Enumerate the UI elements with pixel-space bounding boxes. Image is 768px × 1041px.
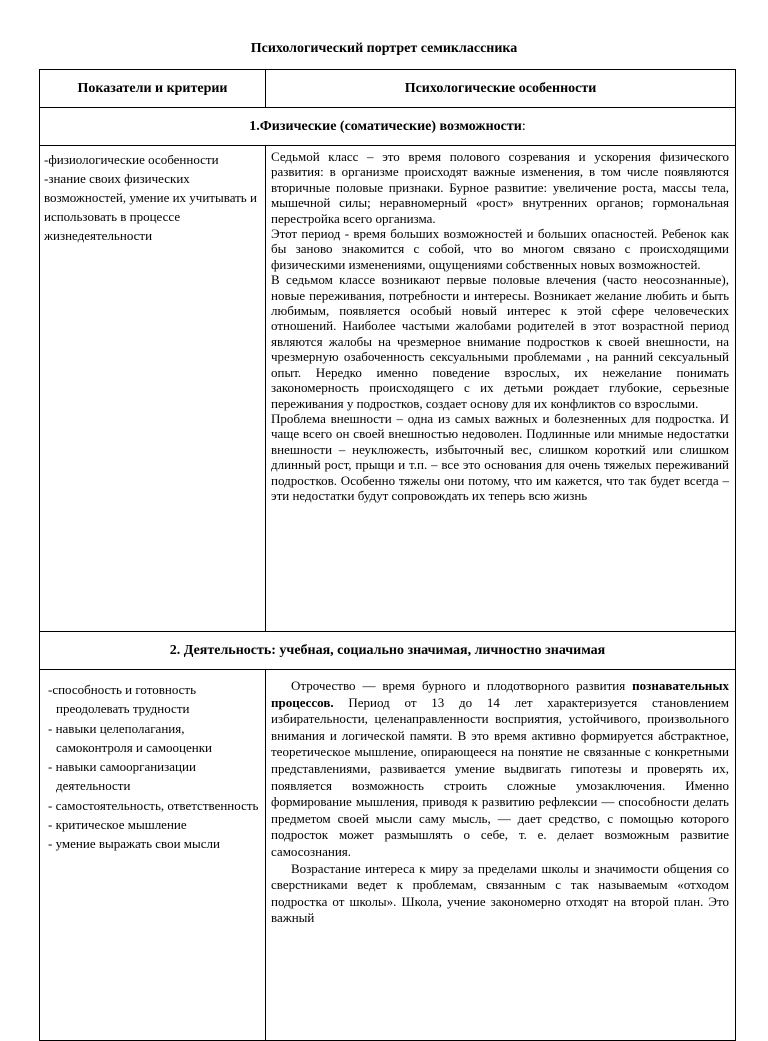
page-title: Психологический портрет семиклассника — [250, 41, 518, 56]
paragraph: В седьмом классе возникают первые половые влечения (часто неосознанные), новые переживания, потребности и интересы. Возникает желание любить и быть любимым, появляется особый новый интерес к этой сфере человеческих отношений. Наиболее частыми жалобами родителей в этот возрастной период являются жалобы на чрезмерное внимание подростков к своей внешности, на чрезмерную озабоченность сексуальными проблемами , на ранний сексуальный опыт. Нередко именно поведение взрослых, их нежелание понимать закономерность происходящего с их детьми рождает глубокие, серьезные переживания у подростков, создает основу для их конфликтов со взрослыми. — [271, 272, 729, 411]
criteria-item: -физиологические особенности — [44, 152, 219, 167]
section2-title: 2. Деятельность: учебная, социально значимая, личностно значимая — [40, 632, 736, 670]
criteria-item: -способность и готовность преодолевать трудности — [48, 682, 197, 717]
paragraph: Проблема внешности – одна из самых важных и болезненных для подростка. И чаще всего он своей внешностью недоволен. Подлинные или мнимые недостатки внешности – неуклюжесть, избыточный вес, слишком короткий или слишком длинный рост, прыщи и т.п. – все это основания для очень тяжелых переживаний подростков. Особенно тяжелы они потому, что им кажется, что так будет всегда – эти недостатки будут сопровождать их теперь всю жизнь — [271, 410, 729, 503]
section2-criteria — [40, 670, 266, 1041]
paragraph: Седьмой класс – это время полового созревания и ускорения физического развития: в организме происходят важные изменения, в том числе появляются вторичные половые признаки. Бурное развитие: увеличение роста, массы тела, мышечной силы; неравномерный «рост» внутренних органов; гормональная перестройка всего организма. — [271, 149, 729, 226]
p1-rest: Период от 13 до 14 лет характеризуется становлением избирательности, целенаправленности восприятия, устойчивого, произвольного внимания и логической памяти. В это время активно формируется абстрактное, теоретическое мышление, опирающееся на понятие не связанные с конкретными представлениями, развивается умение выдвигать гипотезы и проверять их, появляется возможность строить сложные умозаключения. Именно формирование мышления, приводя к развитию рефлексии — способности делать предметом своей мысли саму мысль, — дает средство, с помощью которого подросток может размышлять о себе, т. е. делает возможным развитие самосознания. — [271, 694, 729, 859]
section1-description — [266, 146, 736, 632]
criteria-item: - навыки целеполагания, самоконтроля и самооценки — [48, 720, 213, 755]
section1-header-row — [40, 108, 736, 146]
criteria-item: - критическое мышление — [48, 817, 187, 833]
col1-header: Показатели и критерии — [40, 70, 266, 108]
section1-criteria — [40, 146, 266, 632]
col2-header: Психологические особенности — [266, 70, 736, 108]
table-header-row — [40, 70, 736, 108]
section2-header-row — [40, 632, 736, 670]
section1-title-text: 1.Физические (соматические) возможности — [249, 118, 522, 134]
p1-start: Отрочество — время бурного и плодотворного развития — [291, 678, 633, 693]
section2-description — [266, 670, 736, 1041]
paragraph: Возрастание интереса к миру за пределами школы и значимости общения со сверстниками ведет к проблемам, связанным с так называемым «отходом подростка от школы». Школа, учение закономерно отходят на второй план. Это важный — [271, 860, 729, 926]
paragraph — [271, 678, 729, 861]
portrait-table — [39, 69, 736, 1041]
criteria-item: - умение выражать свои мысли — [48, 836, 220, 852]
section1-row — [40, 146, 736, 632]
paragraph: Этот период - время больших возможностей и больших опасностей. Ребенок как бы заново знакомится с собой, что во многом связано с происходящими физическими изменениями, ощущениями собственных новых возможностей. — [271, 226, 729, 272]
section1-title — [40, 108, 736, 146]
criteria-item: - навыки самоорганизации деятельности — [48, 759, 196, 794]
criteria-item: - самостоятельность, ответственность — [48, 797, 259, 813]
p1-bold: познавательных процессов. — [271, 678, 729, 710]
section1-title-suffix: : — [521, 118, 526, 134]
criteria-item: -знание своих физических возможностей, умение их учитывать и использовать в процессе жизнедеятельности — [44, 171, 257, 243]
section2-row — [40, 670, 736, 1041]
